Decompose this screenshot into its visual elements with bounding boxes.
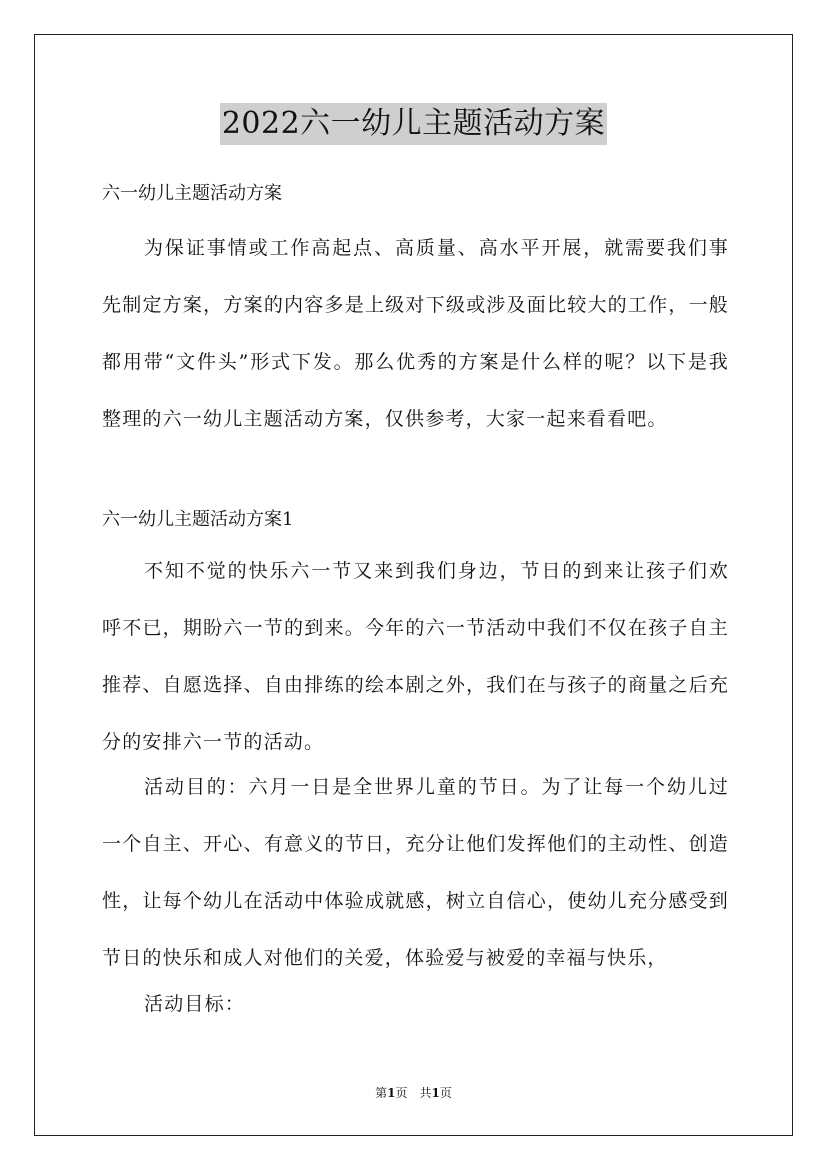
footer-suffix: 页 bbox=[439, 1086, 452, 1100]
activity-goals-paragraph: 活动目标： bbox=[144, 993, 246, 1015]
footer-total-pages: 1 bbox=[431, 1086, 440, 1100]
footer-prefix: 第 bbox=[375, 1086, 388, 1100]
footer-middle: 页 共 bbox=[395, 1086, 432, 1100]
subheading-intro: 六一幼儿主题活动方案 bbox=[102, 183, 282, 204]
title-container bbox=[0, 103, 827, 145]
footer-current-page: 1 bbox=[387, 1086, 396, 1100]
intro-paragraph: 为保证事情或工作高起点、高质量、高水平开展，就需要我们事先制定方案，方案的内容多是上级对下级或涉及面比较大的工作，一般都用带“文件头”形式下发。那么优秀的方案是什么样的呢？以下是我整理的六一幼儿主题活动方案，仅供参考，大家一起来看看吧。 bbox=[102, 237, 729, 430]
page-footer bbox=[0, 1085, 827, 1101]
plan-1-paragraph: 不知不觉的快乐六一节又来到我们身边，节日的到来让孩子们欢呼不已，期盼六一节的到来。今年的六一节活动中我们不仅在孩子自主推荐、自愿选择、自由排练的绘本剧之外，我们在与孩子的商量之后充分的安排六一节的活动。 bbox=[102, 560, 729, 753]
subheading-plan-1: 六一幼儿主题活动方案1 bbox=[102, 509, 294, 530]
activity-purpose-paragraph: 活动目的：六月一日是全世界儿童的节日。为了让每一个幼儿过一个自主、开心、有意义的节日，充分让他们发挥他们的主动性、创造性，让每个幼儿在活动中体验成就感，树立自信心，使幼儿充分感受到节日的快乐和成人对他们的关爱，体验爱与被爱的幸福与快乐， bbox=[102, 776, 729, 969]
document-title: 2022六一幼儿主题活动方案 bbox=[220, 103, 607, 145]
